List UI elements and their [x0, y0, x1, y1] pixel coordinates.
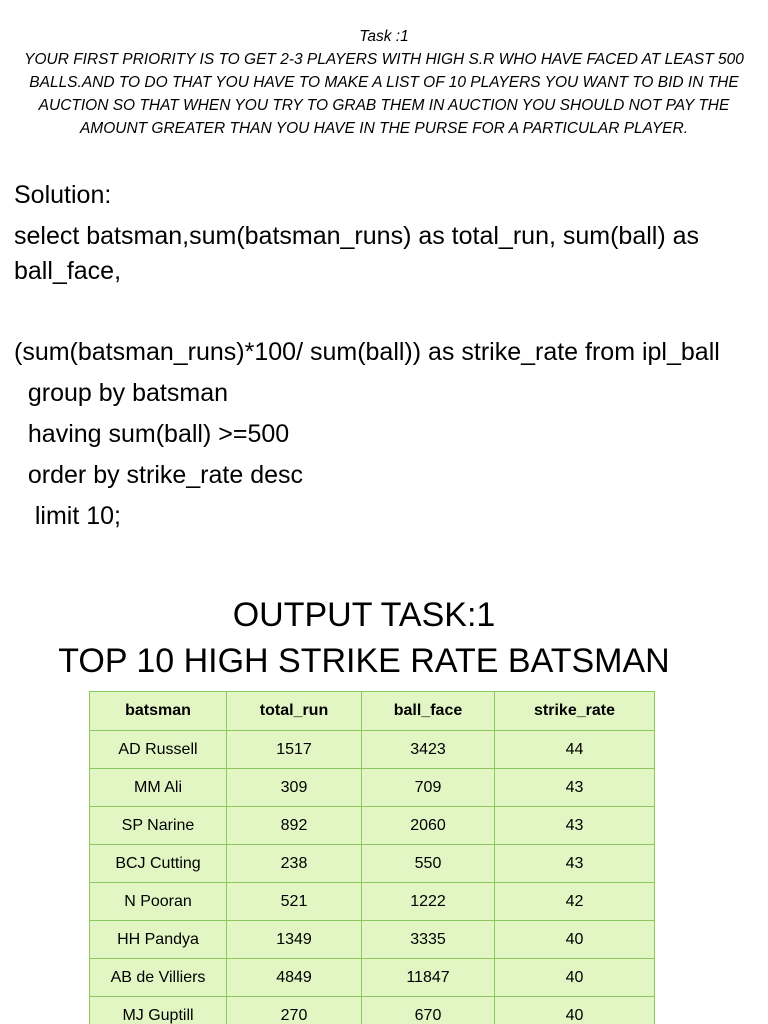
table-row	[90, 807, 655, 845]
output-title-line-2: TOP 10 HIGH STRIKE RATE BATSMAN	[58, 642, 670, 680]
cell-strike-rate: 40	[495, 959, 655, 997]
query-line-select: select batsman,sum(batsman_runs) as total_run, sum(ball) as ball_face,	[14, 222, 700, 285]
output-title	[0, 592, 728, 684]
cell-strike-rate: 43	[495, 807, 655, 845]
cell-total-run: 521	[227, 883, 362, 921]
table-row	[90, 997, 655, 1024]
cell-ball-face: 670	[362, 997, 495, 1024]
results-table-container	[89, 691, 654, 1024]
cell-strike-rate: 43	[495, 769, 655, 807]
cell-batsman: MM Ali	[90, 769, 227, 807]
task-header	[0, 25, 768, 140]
cell-total-run: 892	[227, 807, 362, 845]
task-label: Task :1	[359, 28, 409, 45]
query-line-strike-rate: (sum(batsman_runs)*100/ sum(ball)) as strike_rate from ipl_ball	[14, 338, 720, 366]
cell-total-run: 238	[227, 845, 362, 883]
column-header-batsman: batsman	[90, 692, 227, 731]
table-row	[90, 883, 655, 921]
table-row	[90, 731, 655, 769]
table-row	[90, 921, 655, 959]
query-line-group-by: group by batsman	[14, 379, 229, 407]
results-table	[89, 691, 655, 1024]
table-header-row	[90, 692, 655, 731]
cell-total-run: 309	[227, 769, 362, 807]
cell-ball-face: 3423	[362, 731, 495, 769]
cell-ball-face: 1222	[362, 883, 495, 921]
query-line-having: having sum(ball) >=500	[14, 420, 290, 448]
cell-ball-face: 11847	[362, 959, 495, 997]
column-header-total-run: total_run	[227, 692, 362, 731]
cell-strike-rate: 40	[495, 921, 655, 959]
query-line-limit: limit 10;	[14, 502, 121, 530]
cell-batsman: HH Pandya	[90, 921, 227, 959]
solution-label: Solution:	[14, 181, 112, 209]
output-title-line-1: OUTPUT TASK:1	[232, 596, 496, 634]
cell-strike-rate: 40	[495, 997, 655, 1024]
column-header-ball-face: ball_face	[362, 692, 495, 731]
cell-ball-face: 3335	[362, 921, 495, 959]
cell-strike-rate: 42	[495, 883, 655, 921]
cell-batsman: BCJ Cutting	[90, 845, 227, 883]
cell-total-run: 1517	[227, 731, 362, 769]
task-description: YOUR FIRST PRIORITY IS TO GET 2-3 PLAYERS WITH HIGH S.R WHO HAVE FACED AT LEAST 500 BALLS.AND TO DO THAT YOU HAVE TO MAKE A LIST OF 10 PLAYERS YOU WANT TO BID IN THE AUCTION SO THAT WHEN YOU TRY TO GRAB THEM IN AUCTION YOU SHOULD NOT PAY THE AMOUNT GREATER THAN YOU HAVE IN THE PURSE FOR A PARTICULAR PLAYER.	[24, 51, 744, 137]
column-header-strike-rate: strike_rate	[495, 692, 655, 731]
cell-ball-face: 709	[362, 769, 495, 807]
query-blank-line	[14, 289, 754, 335]
cell-ball-face: 2060	[362, 807, 495, 845]
cell-total-run: 1349	[227, 921, 362, 959]
table-row	[90, 959, 655, 997]
cell-total-run: 270	[227, 997, 362, 1024]
query-line-order-by: order by strike_rate desc	[14, 461, 304, 489]
table-row	[90, 769, 655, 807]
cell-strike-rate: 43	[495, 845, 655, 883]
cell-batsman: N Pooran	[90, 883, 227, 921]
cell-batsman: MJ Guptill	[90, 997, 227, 1024]
table-row	[90, 845, 655, 883]
cell-batsman: AD Russell	[90, 731, 227, 769]
cell-batsman: AB de Villiers	[90, 959, 227, 997]
cell-total-run: 4849	[227, 959, 362, 997]
cell-batsman: SP Narine	[90, 807, 227, 845]
cell-strike-rate: 44	[495, 731, 655, 769]
cell-ball-face: 550	[362, 845, 495, 883]
solution-section	[14, 178, 754, 534]
